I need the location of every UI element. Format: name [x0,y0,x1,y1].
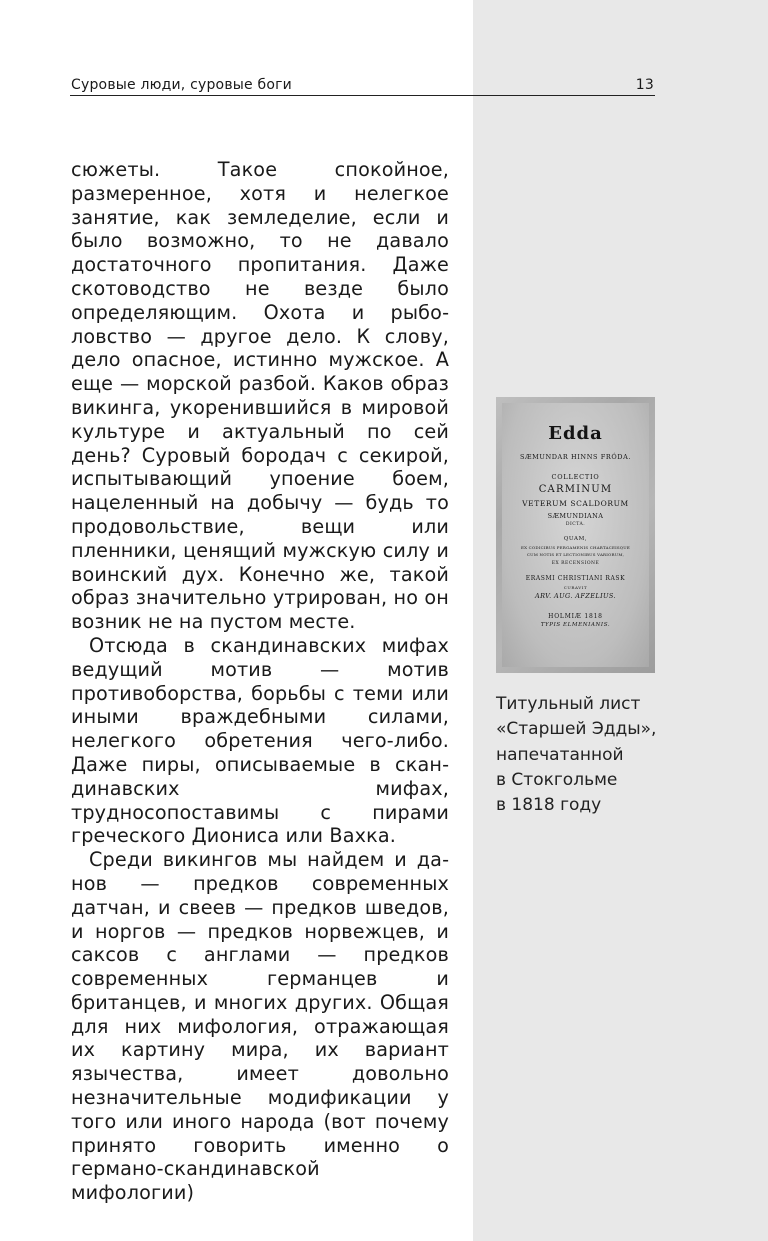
title-page-line: CUM NOTIS ET LECTIONIBUS VARIORUM, [526,552,625,557]
running-head-title: Суровые люди, суровые боги [71,77,292,93]
caption-line: Титульный лист [496,694,641,714]
title-page-line: HOLMIÆ 1818 [548,613,603,620]
title-page-line: CURAVIT [563,585,588,590]
title-page-line: CARMINUM [538,484,613,495]
page-number: 13 [635,77,654,93]
figure-caption [496,692,696,818]
paragraph-1: сюжеты. Такое спокойное, размеренное, хотя и нелегкое занятие, как земледелие, если и было возможно, то не давало достаточного пропитания. Даже скотоводство не везде было определяющим. Охота и рыболовство — другое дело. К слову, дело опасное, истинно мужское. А еще — морской разбой. Каков образ викинга, укоренившийся в мировой культуре и актуальный по сей день? Суровый бородач с секирой, испытывающий упоение боем, нацеленный на добычу — будь то продовольствие, вещи или пленники, ценящий мужскую силу и воинский дух. Конечно же, такой образ значительно утрирован, но он возник не на пустом месте. [71,158,449,634]
title-page-paper [502,403,649,667]
title-page-line: EX RECENSIONE [551,561,600,566]
title-page-line: ERASMI CHRISTIANI RASK [525,575,626,582]
title-page-line: COLLECTIO [551,473,600,481]
title-page-line: DICTA. [565,522,586,527]
title-page-line: SÆMUNDAR HINNS FRÓDA. [519,453,632,461]
edda-title-page-image [496,397,655,673]
body-text [71,158,449,1205]
title-page-line: VETERUM SCALDORUM [522,499,629,508]
caption-line: напечатанной [496,744,624,765]
caption-line: «Старшей Эдды», [496,719,657,740]
title-page-line: EX CODICIBUS PERGAMENIS CHARTACEISQUE [521,545,630,550]
paragraph-3: Среди викингов мы найдем и данов — предков современных датчан, и свеев — предков шведов, и норгов — предков норвежцев, и саксов с англами — предков современных германцев и британцев, и многих других. Общая для них мифология, отражающая их картину мира, их вариант язычества, имеет довольно незначительные модификации у того или иного народа (вот почему принято говорить именно о германо-скандинавской мифологии) [71,848,449,1205]
caption-line: в 1818 году [496,795,602,816]
edda-title: Edda [548,423,603,444]
title-page-line: TYPIS ELMENIANIS. [540,622,611,628]
title-page-line: SÆMUNDIANA [547,512,604,520]
running-head [70,77,655,96]
paragraph-2: Отсюда в скандинавских мифах ведущий мотив — мотив противоборства, борьбы с теми или иными враждебными силами, нелегкого обретения чего-либо. Даже пиры, описываемые в скандинавских мифах, трудносопоставимы с пирами греческого Диониса или Вахка. [71,633,449,848]
title-page-line: ARV. AUG. AFZELIUS. [534,592,617,600]
title-page-line: QUAM, [563,536,588,542]
caption-line: в Стокгольме [496,769,618,790]
